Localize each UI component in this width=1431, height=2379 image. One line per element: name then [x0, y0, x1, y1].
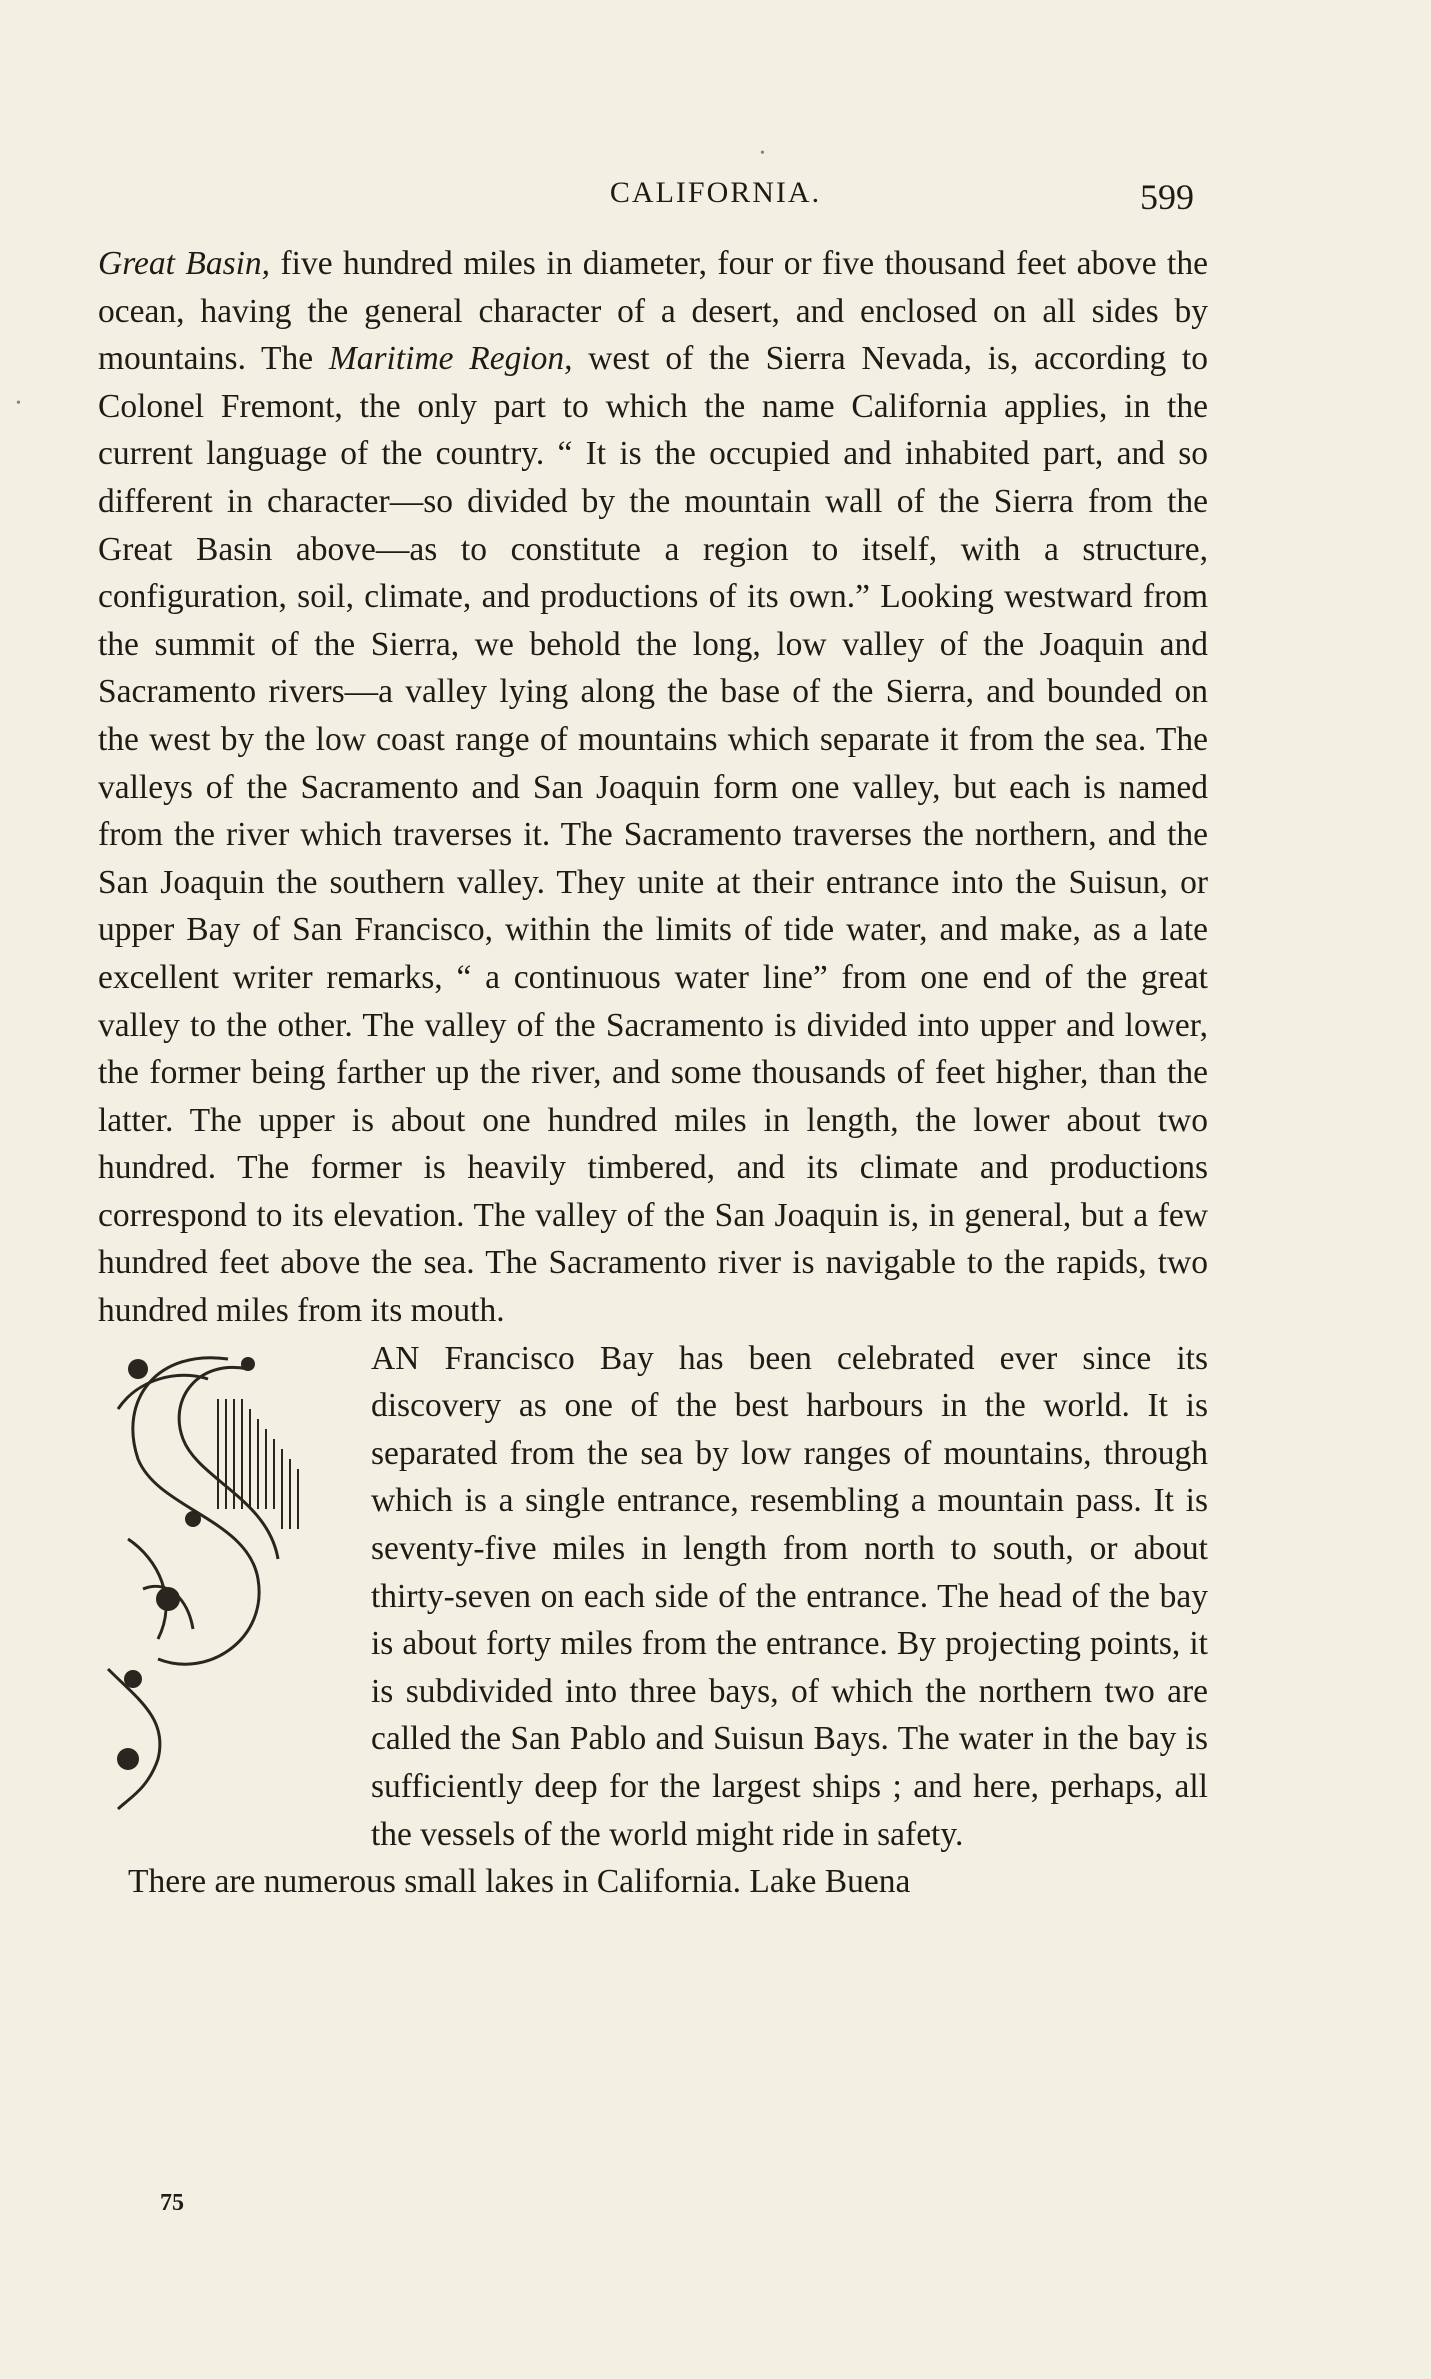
running-title: CALIFORNIA. [609, 176, 822, 209]
ink-speck: • [16, 396, 21, 411]
italic-term: Maritime Region, [328, 340, 573, 378]
body-text [98, 240, 1208, 1906]
page-number: 599 [1140, 177, 1194, 217]
paragraph: Great Basin, five hundred miles in diameter, four or five thousand feet above the ocean, having the general character of a desert, and enclosed on all sides by mountains. The Maritime Region, west of the Sierra Nevada, is, according to Colonel Fremont, the only part to which the name California applies, in the current language of the country. “ It is the occupied and inhabited part, and so different in character—so divided by the mountain wall of the Sierra from the Great Basin above—as to constitute a region to itself, with a structure, configuration, soil, climate, and productions of its own.” Looking westward from the summit of the Sierra, we behold the long, low valley of the Joaquin and Sacramento rivers—a valley lying along the base of the Sierra, and bounded on the west by the low coast range of mountains which separate it from the sea. The valleys of the Sacramento and San Joaquin form one valley, but each is named from the river which traverses it. The Sacramento traverses the northern, and the San Joaquin the southern valley. They unite at their entrance into the Suisun, or upper Bay of San Francisco, within the limits of tide water, and make, as a late excellent writer remarks, “ a continuous water line” from one end of the great valley to the other. The valley of the Sacramento is divided into upper and lower, the former being farther up the river, and some thousands of feet higher, than the latter. The upper is about one hundred miles in length, the lower about two hundred. The former is heavily timbered, and its climate and productions correspond to its elevation. The valley of the San Joaquin is, in general, but a few hundred feet above the sea. The Sacramento river is navigable to the rapids, two hundred miles from its mouth. [98, 245, 1208, 1330]
signature-mark: 75 [160, 2190, 184, 2216]
paragraph-with-dropcap: AN Francisco Bay has been celebrated ever since its discovery as one of the best harbours in the world. It is separated from the sea by low ranges of mountains, through which is a single entrance, resembling a mountain pass. It is seventy-five miles in length from north to south, or about thirty-seven on each side of the entrance. The head of the bay is about forty miles from the entrance. By projecting points, it is subdivided into three bays, of which the northern two are called the San Pablo and Suisun Bays. The water in the bay is sufficiently deep for the largest ships ; and here, perhaps, all the vessels of the world might ride in safety. [98, 1335, 1208, 1859]
ink-speck: • [760, 146, 765, 161]
italic-term: Great Basin, [98, 245, 271, 282]
decorated-initial-s-icon [98, 1339, 353, 1819]
paragraph: There are numerous small lakes in California. Lake Buena [128, 1863, 911, 1901]
